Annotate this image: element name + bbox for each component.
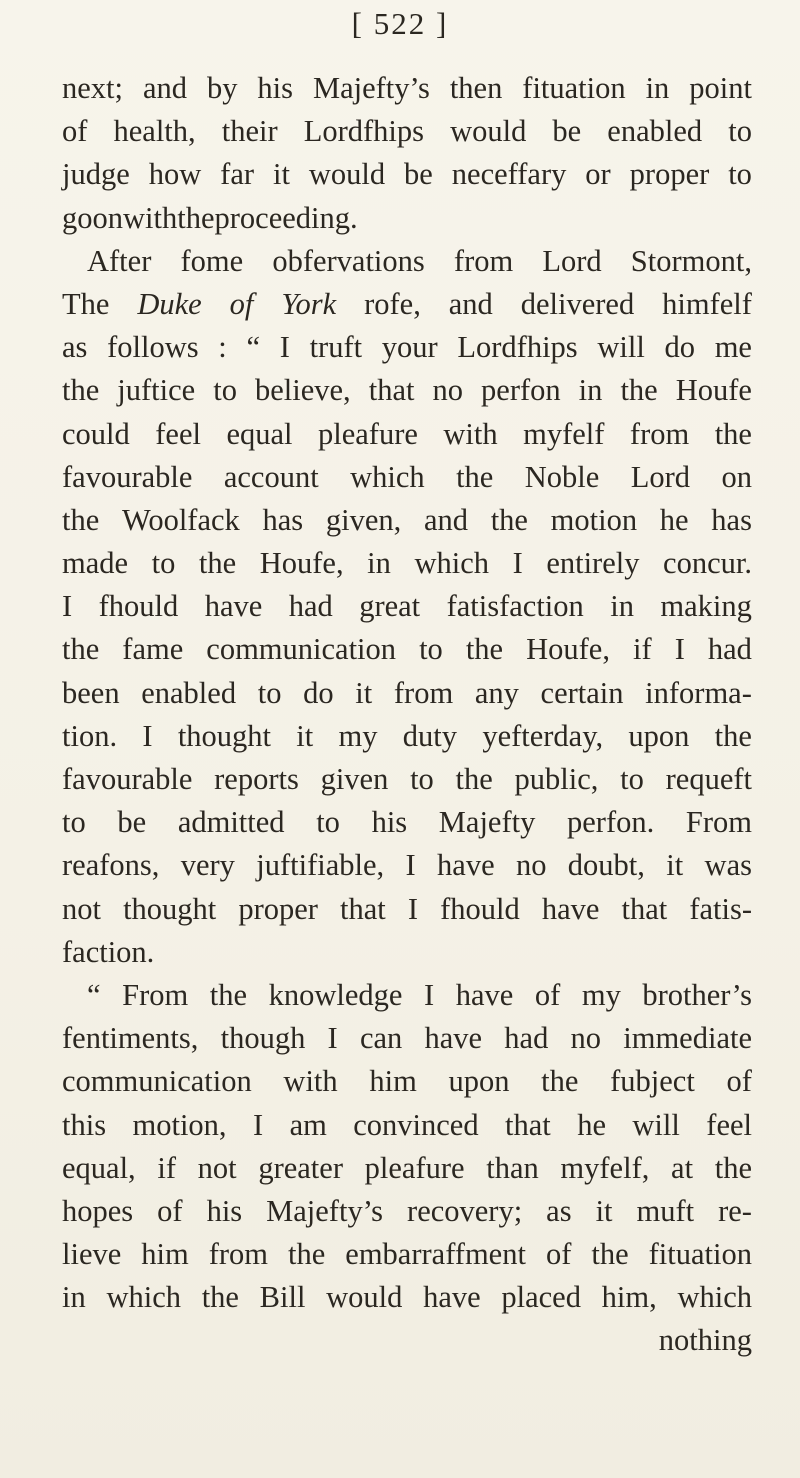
text-line bbox=[62, 1233, 752, 1276]
word: my bbox=[338, 718, 378, 753]
word: Houfe bbox=[675, 373, 752, 408]
word: the bbox=[62, 632, 100, 667]
word: me bbox=[714, 330, 752, 365]
word: will bbox=[632, 1107, 680, 1142]
word: your bbox=[381, 330, 438, 365]
word: thought bbox=[123, 891, 217, 926]
word: faction. bbox=[62, 934, 155, 969]
word: truft bbox=[309, 330, 363, 365]
word: be bbox=[404, 157, 433, 192]
word: of bbox=[726, 1064, 752, 1099]
word: have bbox=[424, 1021, 483, 1056]
word: I bbox=[62, 589, 73, 624]
word: greater bbox=[258, 1150, 343, 1185]
word: of bbox=[545, 1237, 572, 1272]
word: equal bbox=[226, 416, 293, 451]
word: him bbox=[369, 1064, 417, 1099]
text-line bbox=[62, 369, 752, 412]
word: Lordfhips bbox=[457, 330, 578, 365]
word: have bbox=[437, 848, 495, 883]
text-line bbox=[62, 1190, 752, 1233]
text-line bbox=[62, 542, 752, 585]
word: re- bbox=[718, 1193, 752, 1228]
word: have bbox=[455, 977, 514, 1012]
word: as bbox=[546, 1193, 572, 1228]
word: making bbox=[660, 589, 752, 624]
word: I bbox=[279, 330, 290, 365]
word: fhould bbox=[440, 891, 520, 926]
word: my bbox=[581, 977, 621, 1012]
word: from bbox=[393, 675, 454, 710]
word: motion, bbox=[132, 1107, 227, 1142]
word: or bbox=[585, 157, 611, 192]
text-line bbox=[62, 153, 752, 196]
word: Noble bbox=[524, 459, 600, 494]
text-line bbox=[62, 715, 752, 758]
word: immediate bbox=[623, 1021, 752, 1056]
word: any bbox=[474, 675, 519, 710]
word: had bbox=[288, 589, 333, 624]
word: Duke bbox=[137, 286, 202, 321]
word: if bbox=[633, 632, 652, 667]
word: to bbox=[410, 762, 434, 796]
word: proper bbox=[238, 891, 318, 926]
word: which bbox=[414, 546, 490, 581]
word: proceeding. bbox=[214, 200, 358, 235]
word: believe, bbox=[255, 373, 351, 408]
word: if bbox=[157, 1150, 176, 1185]
word: from bbox=[208, 1237, 269, 1272]
word: how bbox=[148, 157, 202, 192]
word: the bbox=[541, 1064, 579, 1099]
word: Majefty’s bbox=[266, 1193, 384, 1228]
word: Woolfack bbox=[121, 502, 240, 537]
word: feel bbox=[155, 416, 201, 451]
word: perfon bbox=[481, 373, 561, 408]
word: fituation bbox=[648, 1237, 752, 1272]
word: in bbox=[610, 589, 634, 624]
word: that bbox=[505, 1107, 551, 1142]
word: from bbox=[629, 416, 690, 451]
word: convinced bbox=[353, 1107, 479, 1142]
word: Houfe, bbox=[526, 632, 610, 667]
word: fituation bbox=[522, 71, 626, 105]
word: the bbox=[465, 632, 504, 667]
text-line bbox=[62, 672, 752, 715]
text-line bbox=[62, 1104, 752, 1147]
word: tion. bbox=[62, 718, 118, 753]
word: his bbox=[257, 71, 293, 105]
word: to bbox=[419, 632, 443, 667]
word: it bbox=[666, 848, 684, 883]
word: neceffary bbox=[451, 157, 567, 192]
word: that bbox=[368, 373, 415, 408]
word: that bbox=[340, 891, 386, 926]
word: I bbox=[674, 632, 685, 667]
word: which bbox=[677, 1280, 752, 1315]
word: reafons, bbox=[62, 848, 160, 883]
word: with bbox=[443, 416, 498, 451]
word: do bbox=[303, 675, 334, 710]
word: had bbox=[707, 632, 752, 667]
word: far bbox=[220, 157, 255, 192]
word: enabled bbox=[141, 675, 237, 710]
word: perfon. bbox=[567, 805, 655, 840]
word: given, bbox=[325, 502, 402, 537]
word: informa- bbox=[645, 675, 752, 710]
word: I bbox=[252, 1107, 264, 1142]
word: has bbox=[262, 502, 304, 537]
word: feel bbox=[706, 1107, 752, 1142]
word: to bbox=[257, 675, 282, 710]
word: himfelf bbox=[662, 286, 752, 321]
word: delivered bbox=[520, 286, 635, 321]
word: the bbox=[198, 546, 237, 581]
page-number: [ 522 ] bbox=[351, 6, 449, 41]
word: myfelf bbox=[523, 416, 605, 451]
word: their bbox=[221, 114, 278, 149]
word: fome bbox=[180, 243, 244, 278]
word: by bbox=[206, 71, 238, 105]
word: I bbox=[405, 848, 416, 883]
word: the bbox=[591, 1237, 629, 1272]
word: no bbox=[570, 1021, 602, 1056]
word: proper bbox=[629, 157, 710, 192]
word: follows bbox=[107, 330, 199, 365]
text-line bbox=[62, 1060, 752, 1103]
word: communication bbox=[62, 1064, 252, 1099]
word: it bbox=[272, 157, 290, 192]
word: to bbox=[620, 762, 644, 796]
word: his bbox=[206, 1193, 243, 1228]
text-line bbox=[62, 1017, 752, 1060]
word: the bbox=[456, 459, 494, 494]
text-line bbox=[62, 888, 752, 931]
word: him bbox=[141, 1237, 189, 1272]
word: “ bbox=[87, 977, 101, 1012]
word: it bbox=[595, 1193, 613, 1228]
word: no bbox=[432, 373, 463, 408]
word: From bbox=[122, 977, 189, 1012]
word: equal, bbox=[62, 1150, 136, 1185]
text-line bbox=[62, 974, 752, 1017]
word: rofe, bbox=[364, 286, 421, 321]
word: Lord bbox=[542, 243, 602, 278]
word: next; bbox=[62, 71, 123, 105]
word: that bbox=[621, 891, 668, 926]
word: he bbox=[577, 1107, 606, 1142]
word: After bbox=[87, 243, 152, 278]
word: doubt, bbox=[567, 848, 645, 883]
word: of bbox=[534, 977, 561, 1012]
word: favourable bbox=[62, 459, 193, 494]
word: on bbox=[92, 200, 123, 235]
text-line bbox=[62, 456, 752, 499]
word: account bbox=[223, 459, 319, 494]
word: Lordfhips bbox=[303, 114, 425, 149]
word: it bbox=[296, 718, 314, 753]
word: pleafure bbox=[318, 416, 418, 451]
word: fatisfaction bbox=[446, 589, 584, 624]
text-line bbox=[62, 1276, 752, 1319]
word: admitted bbox=[177, 805, 285, 840]
word: I bbox=[407, 891, 419, 926]
word: of bbox=[229, 286, 254, 321]
body-text bbox=[62, 67, 752, 1363]
word: muft bbox=[636, 1193, 695, 1228]
word: and bbox=[142, 71, 187, 105]
word: to bbox=[316, 805, 340, 840]
word: given bbox=[320, 762, 389, 796]
word: be bbox=[552, 114, 582, 149]
word: Stormont, bbox=[630, 243, 752, 278]
word: the bbox=[455, 762, 493, 796]
word: had bbox=[504, 1021, 549, 1056]
word: the bbox=[490, 502, 528, 537]
text-line bbox=[62, 67, 752, 110]
text-line bbox=[62, 283, 752, 326]
word: which bbox=[106, 1280, 181, 1315]
word: the bbox=[620, 373, 658, 408]
word: it bbox=[355, 675, 373, 710]
word: I bbox=[423, 977, 435, 1012]
word: be bbox=[117, 805, 147, 840]
word: public, bbox=[514, 762, 599, 796]
word: York bbox=[281, 286, 337, 321]
word: not bbox=[62, 891, 101, 926]
text-line bbox=[62, 197, 752, 240]
word: fatis- bbox=[689, 891, 752, 926]
word: I bbox=[327, 1021, 338, 1056]
word: to bbox=[728, 114, 752, 149]
text-line bbox=[62, 413, 752, 456]
word: his bbox=[371, 805, 408, 840]
word: at bbox=[671, 1150, 694, 1185]
word: would bbox=[308, 157, 386, 192]
word: could bbox=[62, 416, 130, 451]
word: and bbox=[423, 502, 468, 537]
word: to bbox=[213, 373, 237, 408]
word: the bbox=[177, 200, 215, 235]
word: have bbox=[541, 891, 600, 926]
word: lieve bbox=[62, 1237, 122, 1272]
word: and bbox=[448, 286, 493, 321]
word: will bbox=[597, 330, 645, 365]
word: the bbox=[209, 977, 248, 1012]
word: hopes bbox=[62, 1193, 134, 1228]
word: fentiments, bbox=[62, 1021, 199, 1056]
text-line bbox=[62, 1319, 752, 1362]
word: which bbox=[350, 459, 425, 494]
word: favourable bbox=[62, 762, 193, 796]
word: the bbox=[62, 373, 100, 408]
word: “ bbox=[246, 330, 261, 365]
text-line bbox=[62, 844, 752, 887]
word: with bbox=[123, 200, 178, 235]
word: in bbox=[645, 71, 670, 105]
word: was bbox=[704, 848, 752, 883]
word: in bbox=[578, 373, 603, 408]
text-line bbox=[62, 240, 752, 283]
word: not bbox=[197, 1150, 237, 1185]
text-line bbox=[62, 1147, 752, 1190]
word: duty bbox=[402, 718, 458, 753]
word: great bbox=[359, 589, 421, 624]
word: fubject bbox=[610, 1064, 695, 1099]
word: on bbox=[721, 459, 752, 494]
word: point bbox=[689, 71, 752, 105]
word: upon bbox=[628, 718, 690, 753]
word: thought bbox=[177, 718, 272, 753]
word: From bbox=[685, 805, 752, 840]
word: to bbox=[62, 805, 86, 840]
word: health, bbox=[113, 114, 196, 149]
word: Lord bbox=[630, 459, 691, 494]
word: nothing bbox=[658, 1323, 752, 1358]
word: the bbox=[714, 1150, 752, 1185]
text-line bbox=[62, 499, 752, 542]
word: then bbox=[449, 71, 503, 105]
word: motion bbox=[550, 502, 638, 537]
word: go bbox=[62, 200, 93, 235]
word: enabled bbox=[607, 114, 703, 149]
word: fame bbox=[122, 632, 184, 667]
word: been bbox=[62, 675, 120, 710]
word: Majefty’s bbox=[312, 71, 430, 105]
word: no bbox=[515, 848, 547, 883]
word: The bbox=[62, 286, 110, 321]
word: the bbox=[288, 1237, 326, 1272]
word: to bbox=[151, 546, 176, 581]
word: have bbox=[423, 1280, 481, 1315]
word: requeft bbox=[665, 762, 752, 796]
word: of bbox=[62, 114, 88, 149]
word: with bbox=[283, 1064, 338, 1099]
word: in bbox=[367, 546, 391, 581]
word: upon bbox=[448, 1064, 510, 1099]
word: placed bbox=[501, 1280, 581, 1315]
word: of bbox=[157, 1193, 183, 1228]
word: concur. bbox=[663, 546, 752, 581]
word: can bbox=[359, 1021, 403, 1056]
word: to bbox=[728, 157, 752, 192]
word: in bbox=[62, 1280, 86, 1315]
word: recovery; bbox=[407, 1193, 523, 1228]
word: the bbox=[714, 718, 752, 753]
word: Majefty bbox=[438, 805, 536, 840]
text-line bbox=[62, 585, 752, 628]
word: obfervations bbox=[272, 243, 425, 278]
word: brother’s bbox=[642, 977, 752, 1012]
word: Houfe, bbox=[259, 546, 344, 581]
word: do bbox=[664, 330, 695, 365]
word: the bbox=[62, 502, 100, 537]
text-line bbox=[62, 110, 752, 153]
word: the bbox=[201, 1280, 239, 1315]
word: I bbox=[512, 546, 523, 581]
text-line bbox=[62, 801, 752, 844]
word: made bbox=[62, 546, 129, 581]
word: Bill bbox=[259, 1280, 306, 1315]
word: certain bbox=[540, 675, 624, 710]
text-line bbox=[62, 758, 752, 801]
word: from bbox=[453, 243, 514, 278]
word: embarraffment bbox=[345, 1237, 526, 1272]
word: : bbox=[218, 330, 227, 365]
word: yefterday, bbox=[482, 718, 604, 753]
word: fhould bbox=[98, 589, 179, 624]
word: entirely bbox=[546, 546, 640, 581]
word: am bbox=[289, 1107, 327, 1142]
word: he bbox=[659, 502, 689, 537]
word: the bbox=[714, 416, 752, 451]
word: though bbox=[220, 1021, 306, 1056]
word: communication bbox=[206, 632, 397, 667]
word: than bbox=[486, 1150, 539, 1185]
word: has bbox=[711, 502, 752, 537]
word: would bbox=[326, 1280, 403, 1315]
word: juftifiable, bbox=[256, 848, 385, 883]
word: reports bbox=[214, 762, 299, 796]
text-line bbox=[62, 931, 752, 974]
word: very bbox=[180, 848, 235, 883]
word: this bbox=[62, 1107, 107, 1142]
word: knowledge bbox=[268, 977, 403, 1012]
word: judge bbox=[62, 157, 130, 192]
word: I bbox=[142, 718, 153, 753]
text-line bbox=[62, 326, 752, 369]
word: him, bbox=[601, 1280, 657, 1315]
word: pleafure bbox=[364, 1150, 465, 1185]
word: have bbox=[204, 589, 263, 624]
word: as bbox=[62, 330, 88, 365]
word: juftice bbox=[117, 373, 196, 408]
word: would bbox=[450, 114, 527, 149]
text-line bbox=[62, 628, 752, 671]
word: myfelf, bbox=[560, 1150, 650, 1185]
